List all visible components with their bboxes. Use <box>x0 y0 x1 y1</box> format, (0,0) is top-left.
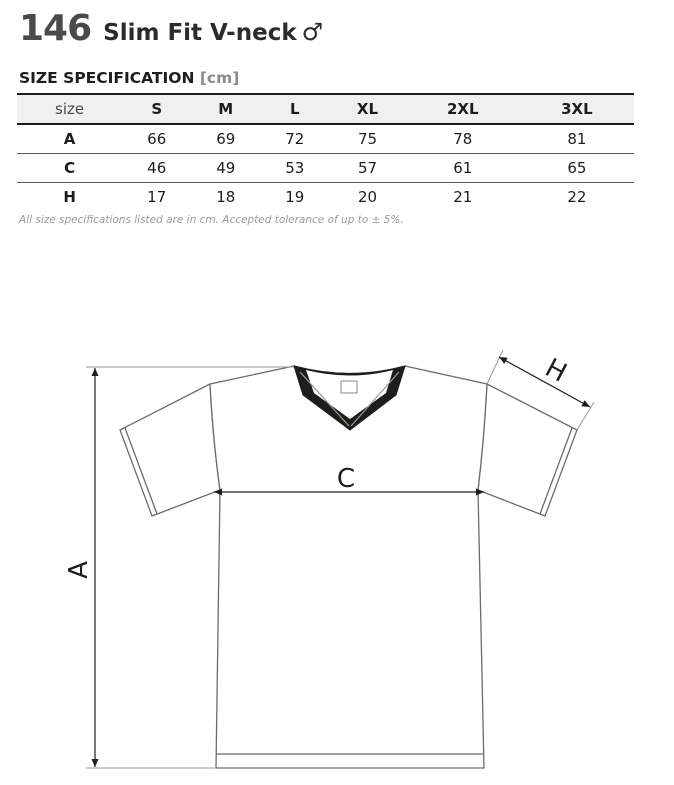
label-a: A <box>64 561 94 579</box>
table-cell: 72 <box>285 130 305 148</box>
size-s: S <box>151 100 163 118</box>
row-label: C <box>64 159 76 177</box>
table-cell: 61 <box>453 159 473 177</box>
size-m: M <box>218 100 234 118</box>
table-cell: 17 <box>147 188 167 206</box>
table-cell: 81 <box>567 130 587 148</box>
spec-unit: [cm] <box>199 69 240 87</box>
tolerance-note: All size specifications listed are in cm. Accepted tolerance of up to ± 5%. <box>19 214 404 226</box>
model-name: Slim Fit V-neck <box>103 20 297 46</box>
male-icon: ♂ <box>301 18 324 46</box>
size-l: L <box>290 100 300 118</box>
table-cell: 18 <box>216 188 236 206</box>
size-column-label: size <box>55 100 85 118</box>
table-cell: 57 <box>357 159 378 177</box>
spec-title-text: SIZE SPECIFICATION <box>19 69 195 87</box>
label-h: H <box>540 353 572 389</box>
table-cell: 46 <box>147 159 167 177</box>
h-extension-left <box>487 350 503 384</box>
size-2xl: 2XL <box>446 100 479 118</box>
table-cell: 21 <box>453 188 473 206</box>
table-cell: 19 <box>285 188 305 206</box>
table-cell: 53 <box>285 159 305 177</box>
table-cell: 66 <box>147 130 167 148</box>
right-sleeve <box>478 384 577 516</box>
table-cell: 75 <box>357 130 378 148</box>
table-cell: 65 <box>567 159 587 177</box>
table-cell: 22 <box>567 188 587 206</box>
size-3xl: 3XL <box>561 100 593 118</box>
row-label: H <box>63 188 76 206</box>
table-cell: 20 <box>357 188 378 206</box>
model-number: 146 <box>19 8 92 49</box>
table-cell: 69 <box>216 130 236 148</box>
row-label: A <box>63 130 76 148</box>
left-sleeve <box>120 384 220 516</box>
brand-tag-icon <box>341 381 357 393</box>
size-xl: XL <box>356 100 379 118</box>
label-c: C <box>336 464 356 494</box>
table-cell: 49 <box>216 159 236 177</box>
table-cell: 78 <box>453 130 473 148</box>
h-extension-right <box>577 402 594 430</box>
